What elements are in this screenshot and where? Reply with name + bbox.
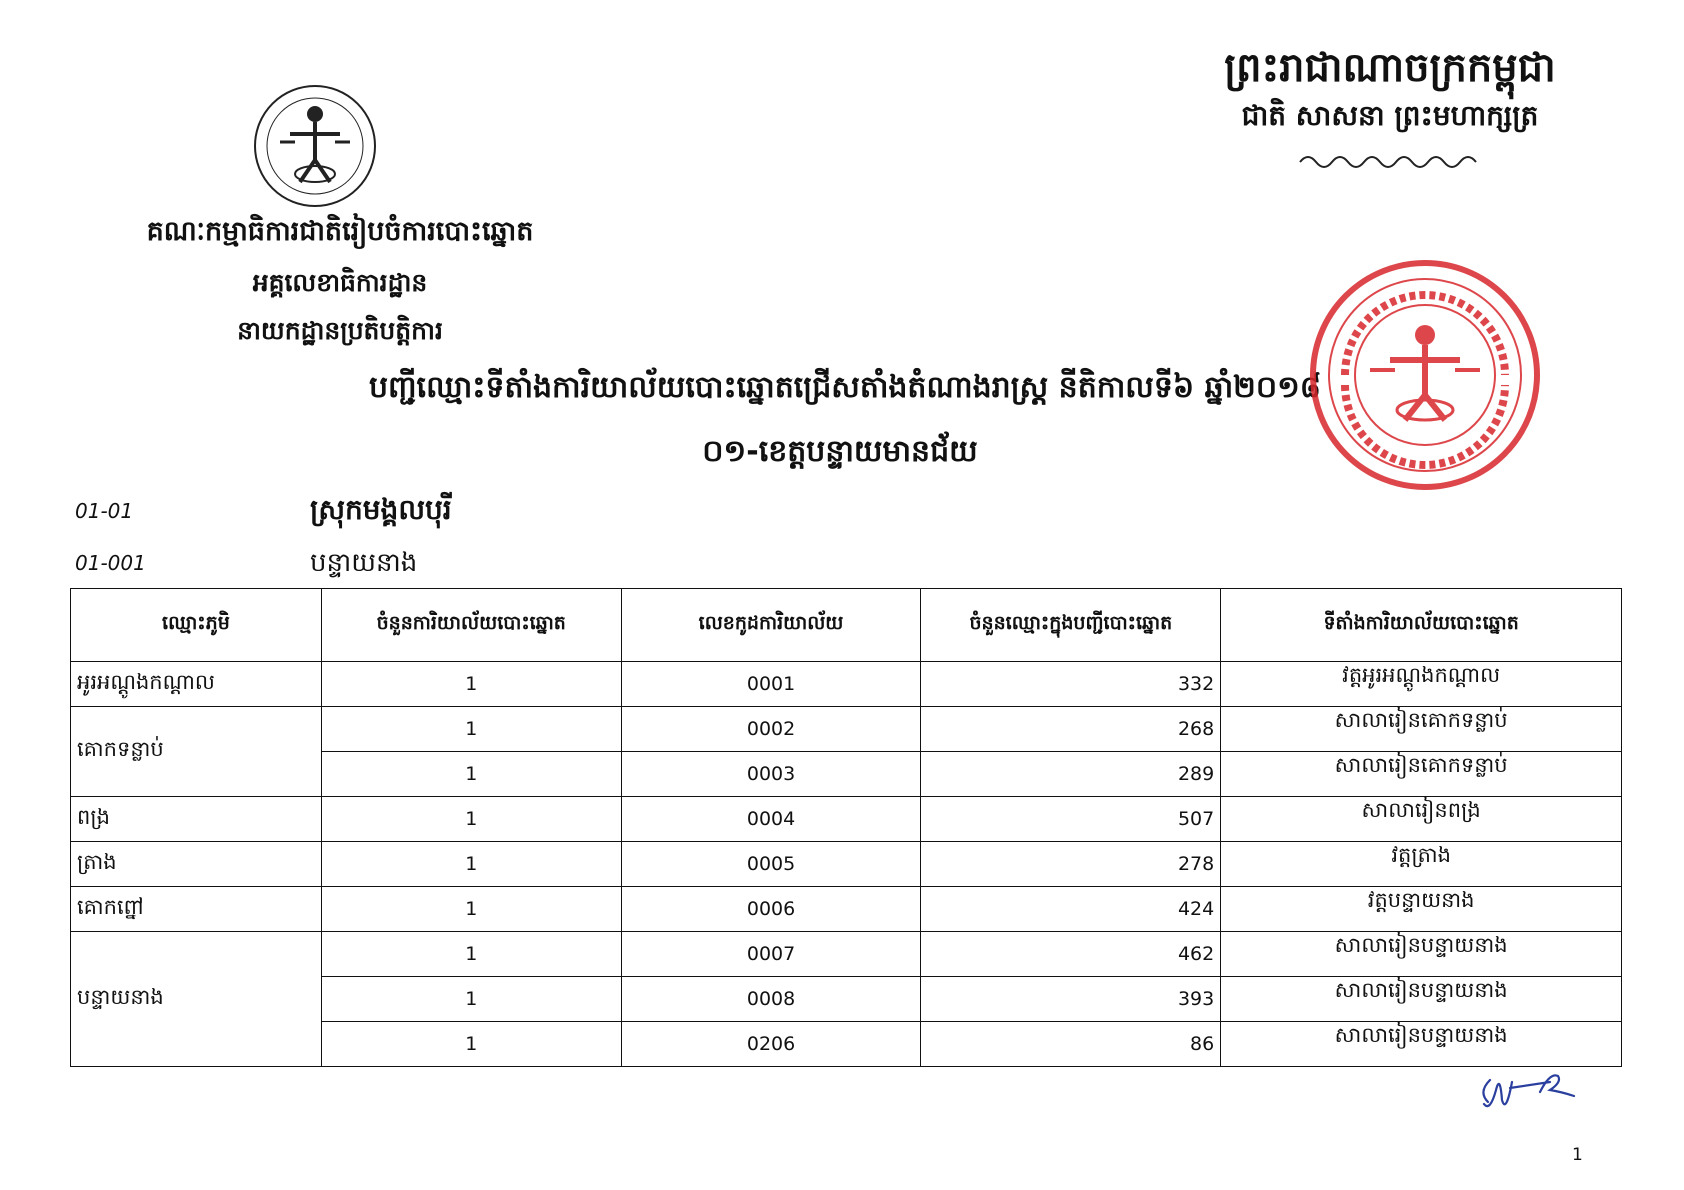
table-row	[71, 797, 1622, 842]
station-code-cell: 0007	[621, 932, 921, 977]
voter-count-cell: 507	[921, 797, 1221, 842]
ornament-flourish-icon	[1290, 150, 1490, 170]
header-station-code: លេខកូដការិយាល័យ	[621, 589, 921, 662]
station-count-cell: 1	[321, 977, 621, 1022]
location-cell: វត្តអូរអណ្តូងកណ្តាល	[1221, 662, 1622, 707]
station-code-cell: 0004	[621, 797, 921, 842]
table-row	[71, 707, 1622, 752]
table-row	[71, 887, 1622, 932]
nec-emblem-icon	[250, 82, 380, 210]
district-code: 01-01	[75, 499, 134, 523]
station-code-cell: 0008	[621, 977, 921, 1022]
village-cell: ត្រាង	[71, 842, 322, 887]
national-motto: ជាតិ សាសនា ព្រះមហាក្សត្រ	[1241, 99, 1539, 132]
station-code-cell: 0206	[621, 1022, 921, 1067]
province-subtitle: ០១-ខេត្តបន្ទាយមានជ័យ	[702, 434, 978, 469]
document-title: បញ្ជីឈ្មោះទីតាំងការិយាល័យបោះឆ្នោតជ្រើសតាំងតំណាងរាស្ត្រ នីតិកាលទី៦ ឆ្នាំ២០១៨	[368, 370, 1322, 405]
commune-name: បន្ទាយនាង	[310, 548, 418, 578]
voter-count-cell: 332	[921, 662, 1221, 707]
polling-stations-table	[70, 588, 1622, 1067]
village-cell: ពង្រ	[71, 797, 322, 842]
station-count-cell: 1	[321, 707, 621, 752]
official-seal-icon	[1305, 255, 1545, 495]
header-ornament	[1290, 150, 1490, 175]
voter-count-cell: 278	[921, 842, 1221, 887]
table-row	[71, 932, 1622, 977]
location-cell: សាលារៀនបន្ទាយនាង	[1221, 1022, 1622, 1067]
header-station-count: ចំនួនការិយាល័យបោះឆ្នោត	[321, 589, 621, 662]
station-count-cell: 1	[321, 887, 621, 932]
voter-count-cell: 462	[921, 932, 1221, 977]
location-cell: សាលារៀនគោកទន្លាប់	[1221, 707, 1622, 752]
location-cell: សាលារៀនបន្ទាយនាង	[1221, 932, 1622, 977]
location-cell: វត្តត្រាង	[1221, 842, 1622, 887]
station-count-cell: 1	[321, 1022, 621, 1067]
location-cell: វត្តបន្ទាយនាង	[1221, 887, 1622, 932]
location-cell: សាលារៀនពង្រ	[1221, 797, 1622, 842]
station-code-cell: 0002	[621, 707, 921, 752]
village-cell: គោកទន្លាប់	[71, 707, 322, 797]
kingdom-title: ព្រះរាជាណាចក្រកម្ពុជា	[1224, 45, 1556, 91]
village-cell: បន្ទាយនាង	[71, 932, 322, 1067]
voter-count-cell: 424	[921, 887, 1221, 932]
station-count-cell: 1	[321, 662, 621, 707]
table-row	[71, 662, 1622, 707]
station-count-cell: 1	[321, 842, 621, 887]
location-cell: សាលារៀនគោកទន្លាប់	[1221, 752, 1622, 797]
village-cell: គោកព្នៅ	[71, 887, 322, 932]
table-row	[71, 842, 1622, 887]
station-code-cell: 0005	[621, 842, 921, 887]
signature-icon	[1470, 1062, 1610, 1122]
location-cell: សាលារៀនបន្ទាយនាង	[1221, 977, 1622, 1022]
station-count-cell: 1	[321, 932, 621, 977]
village-cell: អូរអណ្តូងកណ្តាល	[71, 662, 322, 707]
org-department: អគ្គលេខាធិការដ្ឋាន	[252, 268, 428, 297]
voter-count-cell: 86	[921, 1022, 1221, 1067]
district-name: ស្រុកមង្គលបុរី	[310, 493, 452, 526]
org-subdepartment: នាយកដ្ឋានប្រតិបត្តិការ	[237, 316, 443, 345]
header-voter-count: ចំនួនឈ្មោះក្នុងបញ្ជីបោះឆ្នោត	[921, 589, 1221, 662]
station-code-cell: 0001	[621, 662, 921, 707]
header-village: ឈ្មោះភូមិ	[71, 589, 322, 662]
org-name: គណៈកម្មាធិការជាតិរៀបចំការបោះឆ្នោត	[146, 216, 534, 247]
voter-count-cell: 268	[921, 707, 1221, 752]
station-count-cell: 1	[321, 797, 621, 842]
table-header-row	[71, 589, 1622, 662]
page-number: 1	[1572, 1145, 1583, 1165]
voter-count-cell: 393	[921, 977, 1221, 1022]
station-count-cell: 1	[321, 752, 621, 797]
commune-code: 01-001	[75, 551, 146, 575]
voter-count-cell: 289	[921, 752, 1221, 797]
station-code-cell: 0006	[621, 887, 921, 932]
station-code-cell: 0003	[621, 752, 921, 797]
header-station-location: ទីតាំងការិយាល័យបោះឆ្នោត	[1221, 589, 1622, 662]
